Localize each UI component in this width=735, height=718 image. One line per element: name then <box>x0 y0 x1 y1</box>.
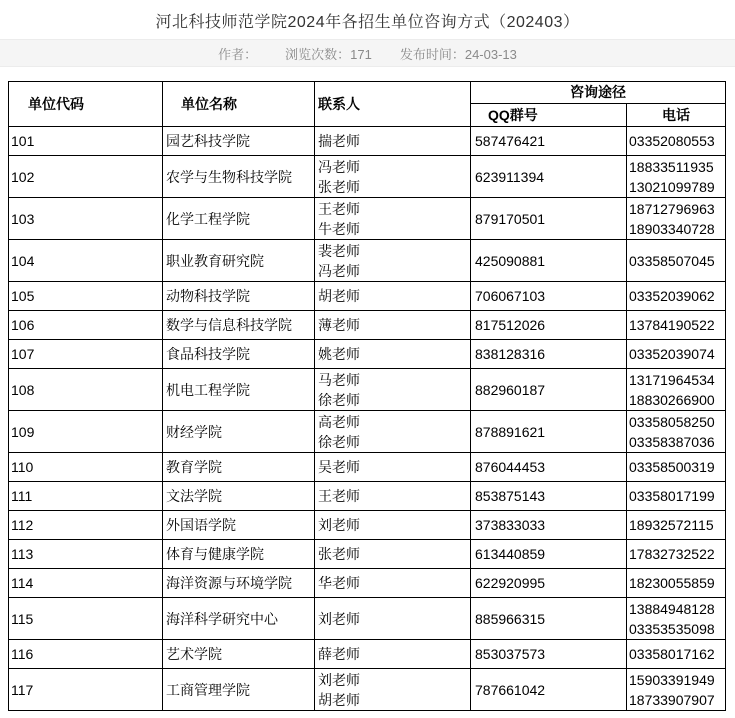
unit-code-cell: 106 <box>9 311 163 340</box>
unit-code-cell: 116 <box>9 640 163 669</box>
phone-cell: 18932572115 <box>627 511 726 540</box>
table-row <box>9 511 726 540</box>
phone-cell: 18712796963 18903340728 <box>627 198 726 240</box>
contact-cell: 刘老师 <box>315 598 471 640</box>
phone-cell: 03358017199 <box>627 482 726 511</box>
unit-code-cell: 103 <box>9 198 163 240</box>
unit-name-cell: 职业教育研究院 <box>163 240 315 282</box>
qq-group-cell: 817512026 <box>471 311 627 340</box>
table-row <box>9 453 726 482</box>
unit-code-cell: 109 <box>9 411 163 453</box>
table-row <box>9 598 726 640</box>
unit-name-cell: 化学工程学院 <box>163 198 315 240</box>
phone-cell: 03352080553 <box>627 127 726 156</box>
phone-cell: 13784190522 <box>627 311 726 340</box>
unit-code-cell: 105 <box>9 282 163 311</box>
table-row <box>9 669 726 711</box>
phone-cell: 17832732522 <box>627 540 726 569</box>
table-row <box>9 240 726 282</box>
page-title: 河北科技师范学院2024年各招生单位咨询方式（202403） <box>155 14 580 31</box>
unit-name-cell: 机电工程学院 <box>163 369 315 411</box>
view-count-value: 171 <box>350 46 372 62</box>
qq-group-cell: 853875143 <box>471 482 627 511</box>
unit-code-cell: 111 <box>9 482 163 511</box>
contact-cell: 马老师 徐老师 <box>315 369 471 411</box>
header-unit-name: 单位名称 <box>163 82 315 127</box>
unit-name-cell: 海洋资源与环境学院 <box>163 569 315 598</box>
unit-code-cell: 115 <box>9 598 163 640</box>
table-row <box>9 640 726 669</box>
qq-group-cell: 878891621 <box>471 411 627 453</box>
contact-cell: 胡老师 <box>315 282 471 311</box>
contact-cell: 王老师 <box>315 482 471 511</box>
header-qq-group: QQ群号 <box>471 103 627 126</box>
publish-date-value: 24-03-13 <box>464 46 517 62</box>
units-table-body <box>9 127 726 711</box>
view-count-label: 浏览次数： <box>285 46 351 62</box>
table-row <box>9 411 726 453</box>
phone-cell: 13884948128 03353535098 <box>627 598 726 640</box>
unit-code-cell: 114 <box>9 569 163 598</box>
unit-code-cell: 102 <box>9 156 163 198</box>
phone-cell: 03352039074 <box>627 340 726 369</box>
unit-name-cell: 数学与信息科技学院 <box>163 311 315 340</box>
contact-cell: 华老师 <box>315 569 471 598</box>
unit-code-cell: 108 <box>9 369 163 411</box>
qq-group-cell: 787661042 <box>471 669 627 711</box>
table-row <box>9 127 726 156</box>
publish-date-label: 发布时间： <box>399 46 465 62</box>
table-row <box>9 540 726 569</box>
phone-cell: 03358507045 <box>627 240 726 282</box>
phone-cell: 15903391949 18733907907 <box>627 669 726 711</box>
unit-name-cell: 外国语学院 <box>163 511 315 540</box>
table-row <box>9 340 726 369</box>
unit-name-cell: 农学与生物科技学院 <box>163 156 315 198</box>
unit-name-cell: 海洋科学研究中心 <box>163 598 315 640</box>
qq-group-cell: 879170501 <box>471 198 627 240</box>
unit-code-cell: 112 <box>9 511 163 540</box>
unit-name-cell: 动物科技学院 <box>163 282 315 311</box>
unit-code-cell: 113 <box>9 540 163 569</box>
phone-cell: 18230055859 <box>627 569 726 598</box>
phone-cell: 03358017162 <box>627 640 726 669</box>
phone-cell: 13171964534 18830266900 <box>627 369 726 411</box>
contact-cell: 吴老师 <box>315 453 471 482</box>
contact-cell: 冯老师 张老师 <box>315 156 471 198</box>
unit-code-cell: 110 <box>9 453 163 482</box>
qq-group-cell: 622920995 <box>471 569 627 598</box>
view-count <box>285 44 372 63</box>
contact-cell: 张老师 <box>315 540 471 569</box>
table-row <box>9 369 726 411</box>
qq-group-cell: 853037573 <box>471 640 627 669</box>
table-row <box>9 156 726 198</box>
unit-code-cell: 104 <box>9 240 163 282</box>
contact-cell: 裴老师 冯老师 <box>315 240 471 282</box>
unit-code-cell: 117 <box>9 669 163 711</box>
qq-group-cell: 876044453 <box>471 453 627 482</box>
article-meta-bar <box>0 39 735 67</box>
header-unit-code: 单位代码 <box>9 82 163 127</box>
qq-group-cell: 425090881 <box>471 240 627 282</box>
qq-group-cell: 623911394 <box>471 156 627 198</box>
table-row <box>9 198 726 240</box>
unit-name-cell: 食品科技学院 <box>163 340 315 369</box>
qq-group-cell: 587476421 <box>471 127 627 156</box>
table-row <box>9 311 726 340</box>
header-consult-channel: 咨询途径 <box>471 82 726 104</box>
phone-cell: 03358058250 03358387036 <box>627 411 726 453</box>
qq-group-cell: 882960187 <box>471 369 627 411</box>
contact-cell: 薄老师 <box>315 311 471 340</box>
unit-name-cell: 财经学院 <box>163 411 315 453</box>
unit-name-cell: 艺术学院 <box>163 640 315 669</box>
phone-cell: 03358500319 <box>627 453 726 482</box>
table-row <box>9 569 726 598</box>
table-row <box>9 282 726 311</box>
unit-name-cell: 文法学院 <box>163 482 315 511</box>
contact-cell: 薛老师 <box>315 640 471 669</box>
header-phone: 电话 <box>627 103 726 126</box>
contact-cell: 高老师 徐老师 <box>315 411 471 453</box>
contact-cell: 刘老师 胡老师 <box>315 669 471 711</box>
qq-group-cell: 373833033 <box>471 511 627 540</box>
publish-date <box>400 44 517 63</box>
author-label: 作者： <box>218 46 258 62</box>
contact-cell: 王老师 牛老师 <box>315 198 471 240</box>
unit-name-cell: 工商管理学院 <box>163 669 315 711</box>
consultation-table <box>8 81 726 711</box>
unit-name-cell: 体育与健康学院 <box>163 540 315 569</box>
qq-group-cell: 838128316 <box>471 340 627 369</box>
qq-group-cell: 613440859 <box>471 540 627 569</box>
unit-name-cell: 教育学院 <box>163 453 315 482</box>
unit-name-cell: 园艺科技学院 <box>163 127 315 156</box>
phone-cell: 18833511935 13021099789 <box>627 156 726 198</box>
phone-cell: 03352039062 <box>627 282 726 311</box>
unit-code-cell: 107 <box>9 340 163 369</box>
unit-code-cell: 101 <box>9 127 163 156</box>
header-contact: 联系人 <box>315 82 471 127</box>
qq-group-cell: 706067103 <box>471 282 627 311</box>
contact-cell: 姚老师 <box>315 340 471 369</box>
contact-cell: 揣老师 <box>315 127 471 156</box>
contact-cell: 刘老师 <box>315 511 471 540</box>
consultation-table-header <box>9 82 726 127</box>
table-row <box>9 482 726 511</box>
qq-group-cell: 885966315 <box>471 598 627 640</box>
